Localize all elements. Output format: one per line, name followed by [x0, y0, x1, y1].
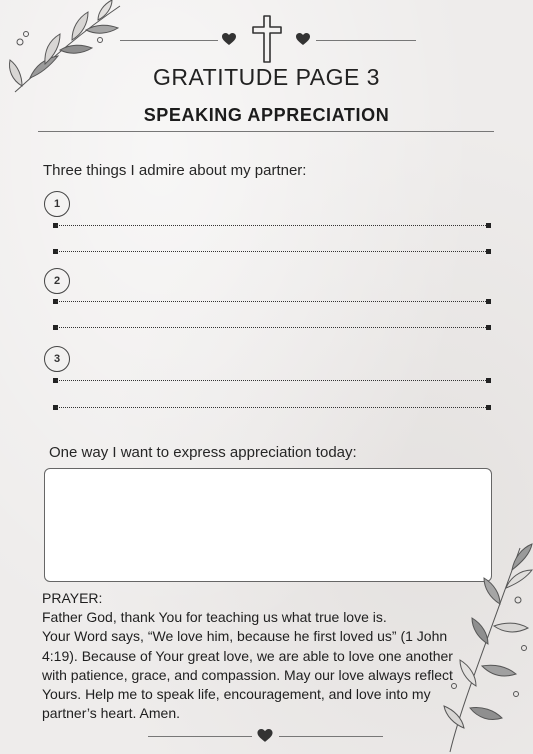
footer-ornament-line-right: [279, 736, 383, 737]
prayer-line-1: Father God, thank You for teaching us what true love is.: [42, 609, 387, 626]
heart-icon: [222, 33, 236, 46]
line-end-right: [486, 249, 491, 254]
heart-icon: [257, 729, 273, 743]
admire-prompt: Three things I admire about my partner:: [43, 162, 307, 179]
admire-line-1b[interactable]: [56, 251, 488, 252]
prayer-block: [42, 589, 472, 723]
header-ornament-line-right: [316, 40, 416, 41]
page-title: GRATITUDE PAGE 3: [153, 64, 380, 90]
header-divider: [38, 131, 494, 132]
admire-line-2b[interactable]: [56, 327, 488, 328]
page-subtitle: SPEAKING APPRECIATION: [143, 105, 390, 125]
admire-line-1a[interactable]: [56, 225, 488, 226]
admire-line-2a[interactable]: [56, 301, 488, 302]
item-number-3: 3: [44, 346, 70, 372]
prayer-label: PRAYER:: [42, 590, 103, 606]
header-ornament-line-left: [120, 40, 218, 41]
admire-line-3a[interactable]: [56, 380, 488, 381]
admire-line-3b[interactable]: [56, 407, 488, 408]
cross-icon: [252, 15, 282, 63]
leaf-branch-icon: [420, 540, 533, 754]
line-end-right: [486, 405, 491, 410]
footer-ornament-line-left: [148, 736, 252, 737]
line-end-right: [486, 325, 491, 330]
heart-icon: [296, 33, 310, 46]
item-number-1: 1: [44, 191, 70, 217]
line-end-right: [486, 378, 491, 383]
appreciation-prompt: One way I want to express appreciation today:: [49, 444, 357, 461]
prayer-body: Your Word says, “We love him, because he first loved us” (1 John 4:19). Because of Your great love, we are able to love one another with patience, grace, and compassion. May our love always reflect Yours. Help me to speak life, encouragement, and love into my partner’s heart. Amen.: [42, 628, 453, 722]
line-end-right: [486, 299, 491, 304]
item-number-2: 2: [44, 268, 70, 294]
line-end-right: [486, 223, 491, 228]
